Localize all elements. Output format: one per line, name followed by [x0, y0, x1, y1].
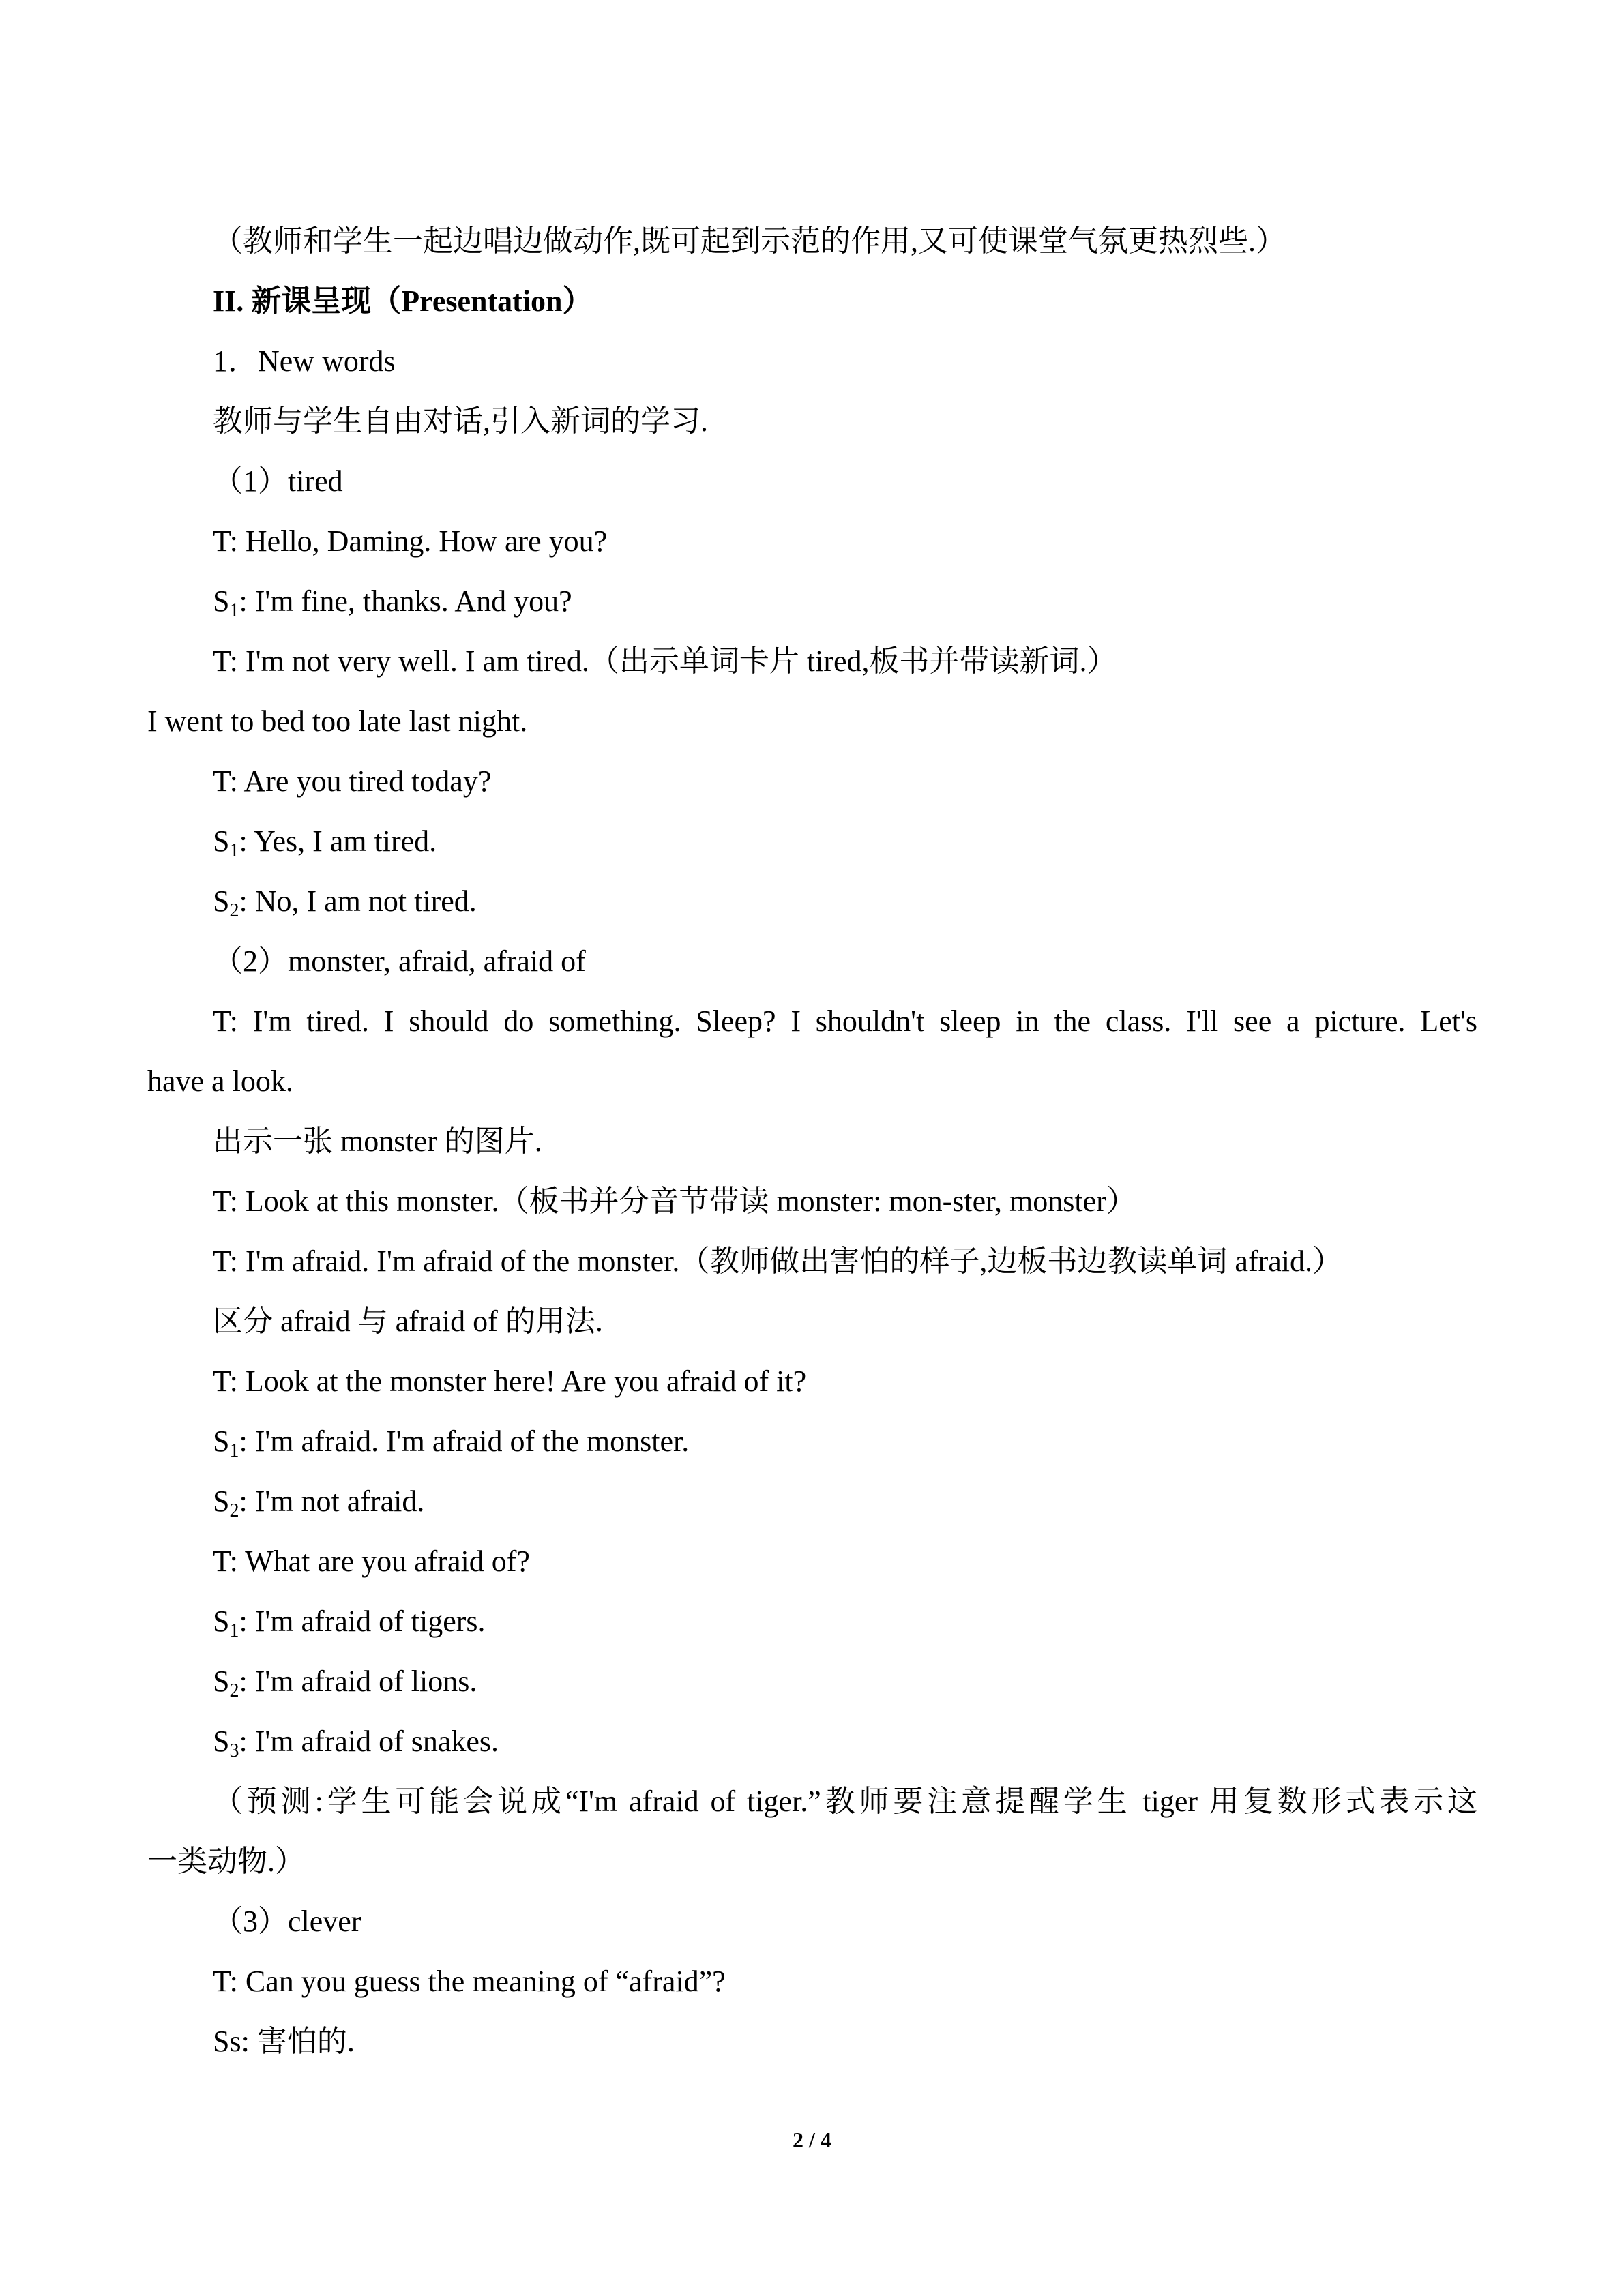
speaker-index: 1: [229, 600, 239, 621]
dialogue-text: : I'm afraid of tigers.: [239, 1605, 486, 1638]
dialogue-line: I went to bed too late last night.: [147, 704, 528, 738]
section-heading: II. 新课呈现（Presentation）: [213, 284, 593, 318]
dialogue-text: : I'm not afraid.: [239, 1485, 425, 1518]
dialogue-line: Ss: 害怕的.: [213, 2025, 355, 2058]
dialogue-line: T: Can you guess the meaning of “afraid”?: [213, 1965, 726, 1998]
dialogue-line: [147, 1472, 1477, 1532]
speaker-label: S: [213, 1665, 230, 1698]
dialogue-line: [147, 1412, 1477, 1472]
speaker-label: S: [213, 1485, 230, 1518]
speaker-index: 1: [229, 1440, 239, 1461]
speaker-label: S: [213, 584, 230, 618]
speaker-label: S: [213, 1605, 230, 1638]
dialogue-line: [147, 1592, 1477, 1652]
dialogue-line: have a look.: [147, 1064, 293, 1098]
speaker-label: S: [213, 824, 230, 858]
paragraph-line: （教师和学生一起边唱边做动作,既可起到示范的作用,又可使课堂气氛更热烈些.）: [213, 224, 1286, 258]
dialogue-text: : No, I am not tired.: [239, 884, 477, 918]
speaker-index: 1: [229, 840, 239, 861]
dialogue-line: [147, 811, 1477, 871]
dialogue-text: : I'm afraid of snakes.: [239, 1725, 499, 1758]
dialogue-line: [147, 1712, 1477, 1772]
dialogue-line: T: I'm tired. I should do something. Sleep? I shouldn't sleep in the class. I'll see a picture. Let's: [213, 1004, 1477, 1038]
subsection-heading: 1．New words: [213, 344, 396, 378]
dialogue-line: [147, 571, 1477, 631]
speaker-index: 1: [229, 1620, 239, 1641]
paragraph-line: 区分 afraid 与 afraid of 的用法.: [213, 1304, 603, 1338]
paragraph-line: 出示一张 monster 的图片.: [213, 1124, 542, 1158]
dialogue-line: T: Look at the monster here! Are you afraid of it?: [213, 1365, 807, 1398]
dialogue-line: [147, 1652, 1477, 1712]
paragraph-line: 一类动物.）: [147, 1845, 305, 1878]
dialogue-text: : I'm fine, thanks. And you?: [239, 584, 572, 618]
dialogue-line: T: I'm not very well. I am tired.（出示单词卡片 tired,板书并带读新词.）: [213, 644, 1117, 678]
dialogue-line: T: Look at this monster.（板书并分音节带读 monster: mon-ster, monster）: [213, 1184, 1136, 1218]
page-number: 2 / 4: [793, 2128, 831, 2152]
vocab-item-heading: （2）monster, afraid, afraid of: [213, 944, 586, 978]
speaker-index: 2: [229, 1680, 239, 1701]
dialogue-line: T: Hello, Daming. How are you?: [213, 524, 608, 558]
speaker-label: S: [213, 1725, 230, 1758]
dialogue-line: T: I'm afraid. I'm afraid of the monster.（教师做出害怕的样子,边板书边教读单词 afraid.）: [213, 1244, 1343, 1278]
document-body: [147, 211, 1477, 2072]
speaker-label: S: [213, 1425, 230, 1458]
speaker-index: 2: [229, 1500, 239, 1521]
dialogue-text: : I'm afraid of lions.: [239, 1665, 477, 1698]
speaker-label: S: [213, 884, 230, 918]
vocab-item-heading: （3）clever: [213, 1905, 361, 1938]
paragraph-line: （预测:学生可能会说成“I'm afraid of tiger.”教师要注意提醒学生 tiger 用复数形式表示这: [213, 1785, 1477, 1818]
dialogue-line: [147, 871, 1477, 931]
dialogue-line: T: Are you tired today?: [213, 764, 492, 798]
vocab-item-heading: （1）tired: [213, 464, 343, 498]
dialogue-line: T: What are you afraid of?: [213, 1545, 530, 1578]
speaker-index: 2: [229, 900, 239, 921]
speaker-index: 3: [229, 1740, 239, 1761]
dialogue-text: : I'm afraid. I'm afraid of the monster.: [239, 1425, 690, 1458]
paragraph-line: 教师与学生自由对话,引入新词的学习.: [213, 404, 708, 438]
dialogue-text: : Yes, I am tired.: [239, 824, 437, 858]
